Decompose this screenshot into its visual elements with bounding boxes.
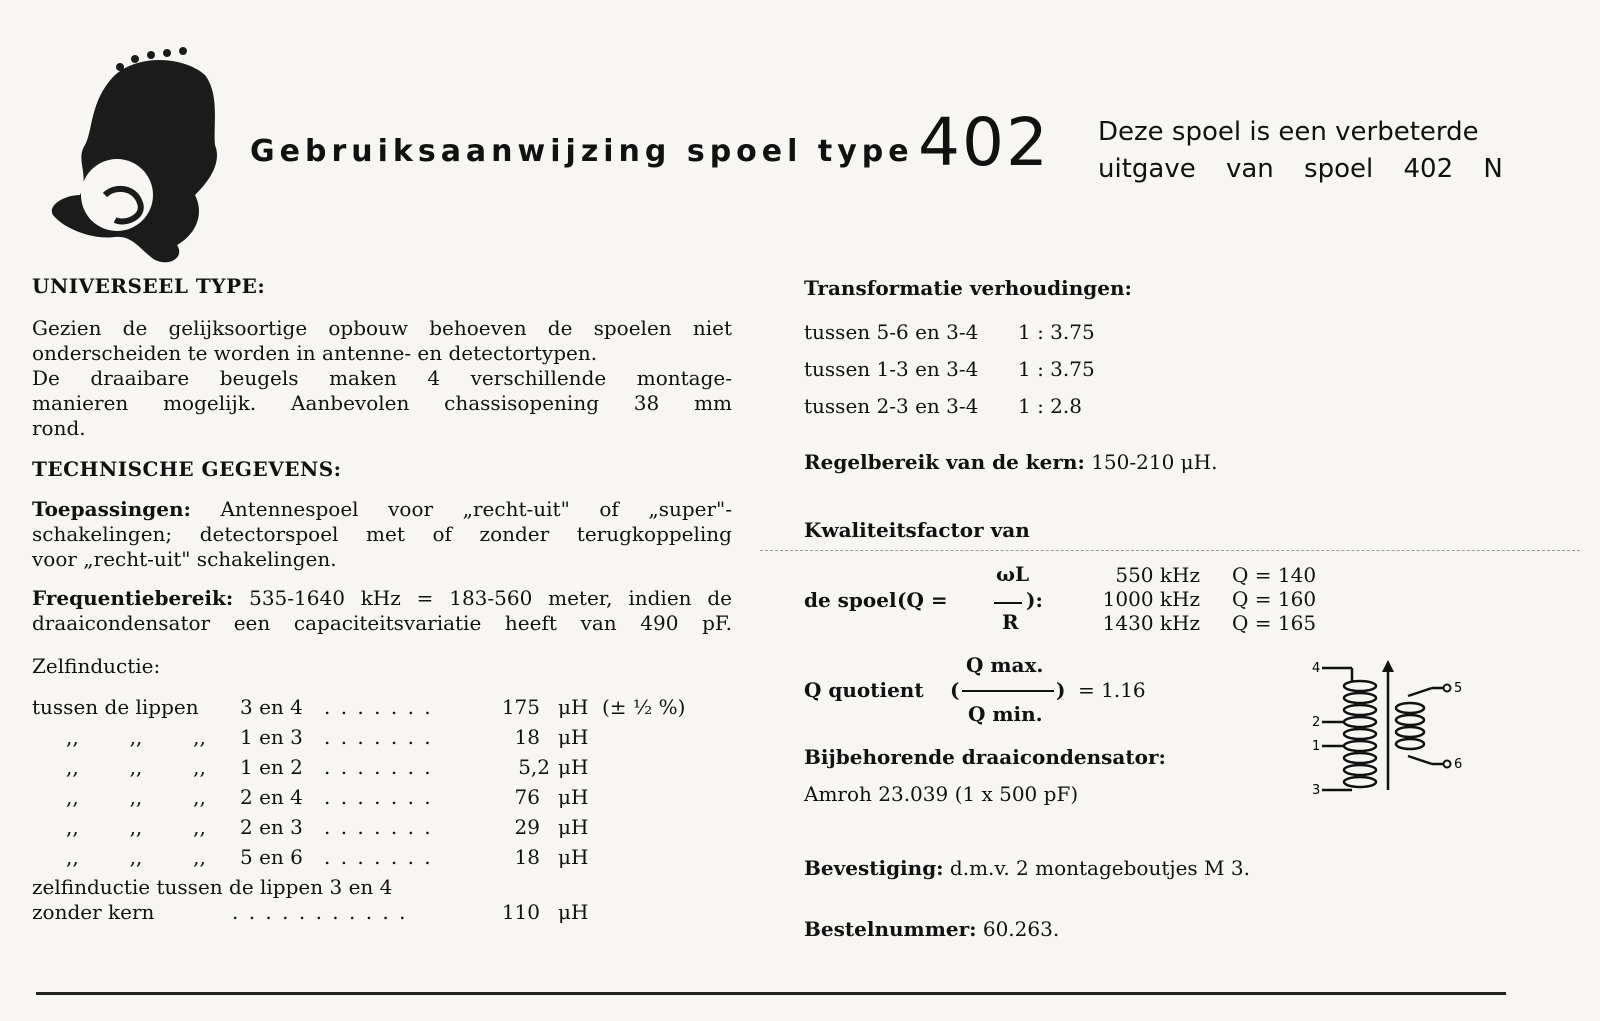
- row-label: ,, ,, ,,: [66, 755, 206, 779]
- table-row: [32, 753, 732, 783]
- quality-value: Q = 160: [1232, 587, 1317, 611]
- paragraph-line: manieren mogelijk. Aanbevolen chassisopening 38 mm: [32, 391, 732, 415]
- paragraph-line: voor „recht-uit" schakelingen.: [32, 547, 337, 571]
- quotient-open-paren: (: [950, 678, 960, 702]
- row-pins: 1 en 2: [240, 755, 303, 779]
- row-label: ,, ,, ,,: [66, 845, 206, 869]
- row-value: 110: [501, 900, 540, 924]
- core-range-value: 150-210 μH.: [1084, 450, 1218, 474]
- bottom-rule: [36, 992, 1506, 995]
- row-unit: μH: [558, 755, 589, 779]
- table-row: [32, 783, 732, 813]
- quotient-numerator: Q max.: [966, 653, 1044, 677]
- table-row: [32, 900, 732, 928]
- version-note-line-2: uitgave van spoel 402 N: [1098, 154, 1503, 184]
- row-pins: 1 en 3: [240, 725, 303, 749]
- transform-label: tussen 1-3 en 3-4: [804, 357, 979, 381]
- mounting: [804, 856, 1250, 880]
- row-value: 5,2: [518, 755, 550, 779]
- quotient-denominator: Q min.: [968, 702, 1043, 726]
- row-value: 18: [514, 845, 540, 869]
- document-title: Gebruiksaanwijzing spoel type: [250, 134, 914, 169]
- universal-type-heading: UNIVERSEEL TYPE:: [32, 274, 266, 298]
- row-unit: μH: [558, 815, 589, 839]
- quotient-value: = 1.16: [1078, 678, 1146, 702]
- pin-label: 5: [1454, 681, 1463, 696]
- row-dots: . . . . . . .: [324, 815, 433, 839]
- left-column: [32, 274, 732, 928]
- no-core-line: zelfinductie tussen de lippen 3 en 4: [32, 875, 393, 899]
- quality-factor-heading: Kwaliteitsfactor van: [804, 518, 1030, 542]
- row-unit: μH: [558, 725, 589, 749]
- inductance-table: [32, 693, 732, 928]
- row-dots: . . . . . . .: [324, 785, 433, 809]
- row-label: ,, ,, ,,: [66, 785, 206, 809]
- table-row: [32, 693, 732, 723]
- row-label: ,, ,, ,,: [66, 725, 206, 749]
- row-pins: 2 en 3: [240, 815, 303, 839]
- quality-formula-close: ):: [1026, 588, 1043, 612]
- row-unit: μH: [558, 845, 589, 869]
- transform-row: [804, 320, 1095, 344]
- transform-ratios-heading: Transformatie verhoudingen:: [804, 276, 1132, 300]
- paragraph-line: draaicondensator een capaciteitsvariatie heeft van 490 pF.: [32, 611, 732, 635]
- row-value: 175: [501, 695, 540, 719]
- quality-frequency: 1430 kHz: [1102, 611, 1200, 635]
- core-range-label: Regelbereik van de kern:: [804, 450, 1085, 474]
- row-pins: 2 en 4: [240, 785, 303, 809]
- row-value: 18: [514, 725, 540, 749]
- quality-value: Q = 140: [1232, 563, 1317, 587]
- quality-formula-denominator: R: [1002, 610, 1019, 634]
- paragraph-line: Gezien de gelijksoortige opbouw behoeven de spoelen niet: [32, 316, 732, 340]
- technical-data-heading: TECHNISCHE GEGEVENS:: [32, 457, 342, 481]
- applications-label: Toepassingen:: [32, 497, 191, 521]
- pin-label: 3: [1312, 783, 1321, 798]
- row-dots: . . . . . . .: [324, 725, 433, 749]
- mounting-label: Bevestiging:: [804, 856, 944, 880]
- capacitor-heading: Bijbehorende draaicondensator:: [804, 745, 1166, 769]
- frequency-label: Frequentiebereik:: [32, 586, 234, 610]
- paragraph-line: 535-1640 kHz = 183-560 meter, indien de: [233, 586, 732, 610]
- quality-value: Q = 165: [1232, 611, 1317, 635]
- paragraph-line: Antennespoel voor „recht-uit" of „super"-: [190, 497, 732, 521]
- pin-label: 2: [1312, 715, 1321, 730]
- transform-ratio: 1 : 2.8: [1018, 394, 1082, 418]
- row-pins: 3 en 4: [240, 695, 303, 719]
- order-number-value: 60.263.: [976, 917, 1060, 941]
- pin-label: 1: [1312, 739, 1321, 754]
- transform-ratio: 1 : 3.75: [1018, 320, 1095, 344]
- row-pins: 5 en 6: [240, 845, 303, 869]
- row-note: (± ½ %): [602, 695, 686, 719]
- universal-type-paragraph: [32, 316, 732, 441]
- type-number: 402: [918, 104, 1050, 181]
- row-dots: . . . . . . .: [324, 845, 433, 869]
- quality-frequency: 550 kHz: [1115, 563, 1200, 587]
- core-range: [804, 450, 1217, 474]
- transform-label: tussen 2-3 en 3-4: [804, 394, 979, 418]
- paragraph-line: onderscheiden te worden in antenne- en detectortypen.: [32, 341, 598, 365]
- coil-schematic-icon: [1312, 660, 1482, 810]
- row-unit: μH: [558, 695, 589, 719]
- row-label: ,, ,, ,,: [66, 815, 206, 839]
- transform-row: [804, 357, 1095, 381]
- fraction-bar: [994, 602, 1022, 604]
- version-note-line-1: Deze spoel is een verbeterde: [1098, 117, 1479, 147]
- paragraph-line: schakelingen; detectorspoel met of zonder terugkoppeling: [32, 522, 732, 546]
- transform-label: tussen 5-6 en 3-4: [804, 320, 979, 344]
- table-row: [32, 723, 732, 753]
- row-dots: . . . . . . . . . . .: [232, 900, 408, 924]
- row-dots: . . . . . . .: [324, 695, 433, 719]
- row-unit: μH: [558, 900, 589, 924]
- table-row: [32, 843, 732, 873]
- paragraph-line: rond.: [32, 416, 86, 440]
- pin-label: 4: [1312, 661, 1321, 676]
- frequency-paragraph: [32, 586, 732, 636]
- self-induction-heading: Zelfinductie:: [32, 654, 161, 678]
- pin-label: 6: [1454, 757, 1463, 772]
- quotient-close-paren: ): [1056, 678, 1066, 702]
- transform-ratio: 1 : 3.75: [1018, 357, 1095, 381]
- table-row: [32, 813, 732, 843]
- divider-line: [760, 550, 1580, 552]
- transform-row: [804, 394, 1082, 418]
- row-label: zonder kern: [32, 900, 155, 924]
- mounting-value: d.m.v. 2 montageboutjes M 3.: [943, 856, 1250, 880]
- paragraph-line: De draaibare beugels maken 4 verschillende montage-: [32, 366, 732, 390]
- row-dots: . . . . . . .: [324, 755, 433, 779]
- applications-paragraph: [32, 497, 732, 572]
- capacitor-value: Amroh 23.039 (1 x 500 pF): [804, 782, 1079, 806]
- quotient-label: Q quotient: [804, 678, 924, 702]
- row-label: tussen de lippen: [32, 695, 199, 719]
- fraction-bar: [962, 690, 1054, 692]
- row-value: 76: [514, 785, 540, 809]
- row-value: 29: [514, 815, 540, 839]
- order-number-label: Bestelnummer:: [804, 917, 977, 941]
- order-number: [804, 917, 1059, 941]
- quality-formula-open: (Q =: [897, 588, 948, 612]
- quality-label: de spoel: [804, 588, 897, 612]
- quality-frequency: 1000 kHz: [1102, 587, 1200, 611]
- netherlands-map-logo: [45, 45, 235, 270]
- quality-formula-numerator: ωL: [996, 562, 1030, 586]
- row-unit: μH: [558, 785, 589, 809]
